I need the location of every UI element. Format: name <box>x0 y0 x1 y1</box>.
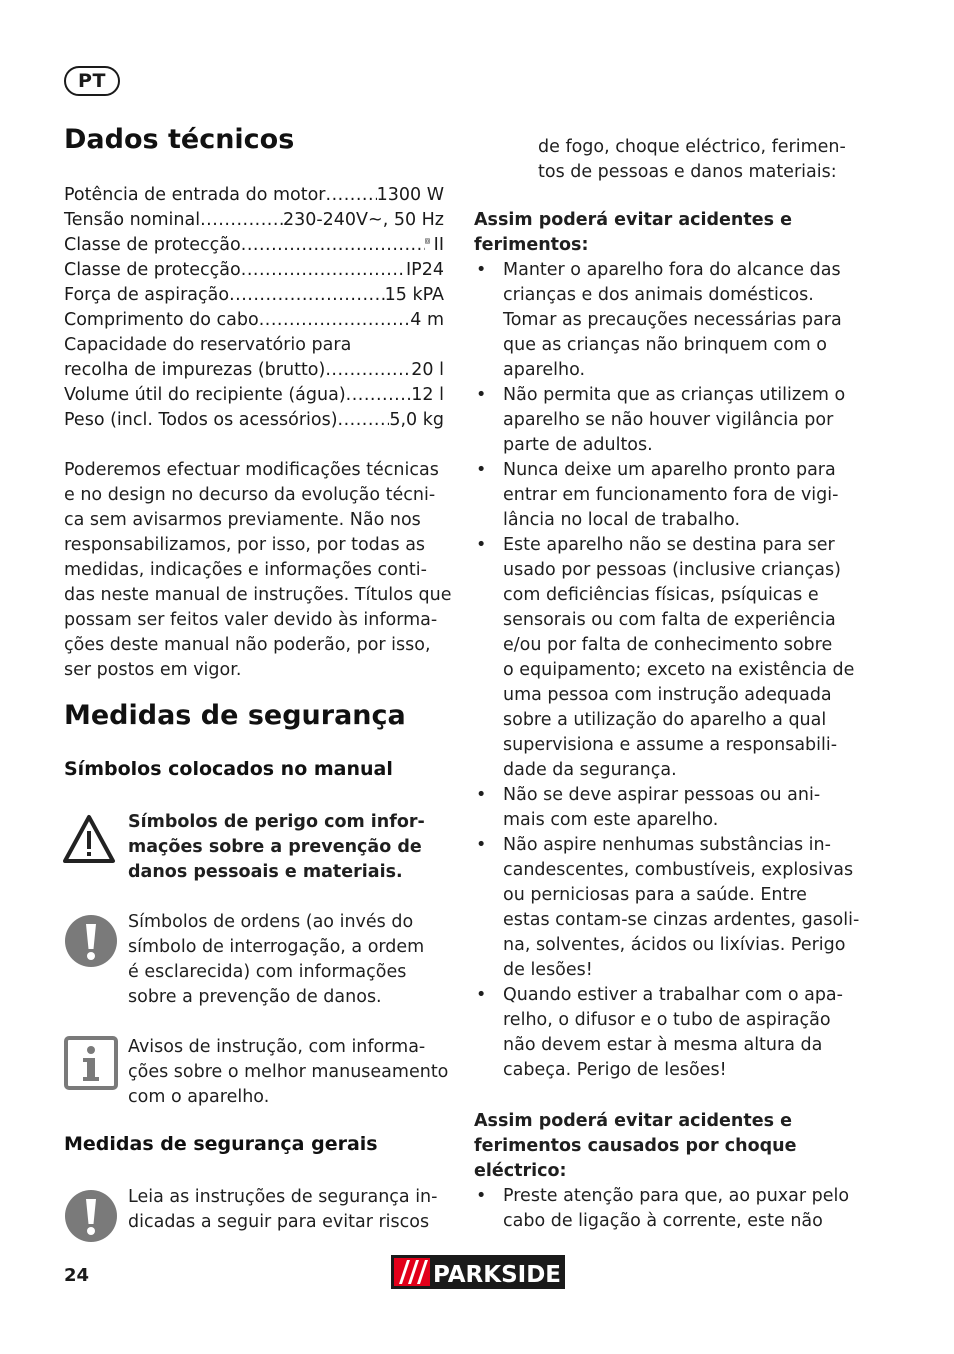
spec-value: 12 l <box>411 385 444 405</box>
spec-label: Potência de entrada do motor <box>64 185 326 205</box>
bullet-item <box>474 458 874 533</box>
exclamation-icon <box>64 1189 118 1243</box>
spec-row <box>64 258 444 283</box>
bullet-line: • Não permita que as crianças utilizem o <box>503 385 846 405</box>
bullet-line: entrar em funcionamento fora de vigi- <box>503 485 839 505</box>
bullet-line: o equipamento; exceto na existência de <box>503 660 855 680</box>
text-line: tos de pessoas e danos materiais: <box>538 162 837 182</box>
paragraph-line: ções deste manual não poderão, por isso, <box>64 635 431 655</box>
order-symbol-description <box>128 910 424 1010</box>
heading-electric-shock <box>474 1109 796 1184</box>
general-safety-text <box>128 1185 437 1235</box>
bullet-line: Tomar as precauções necessárias para <box>503 310 842 330</box>
spec-label: Tensão nominal <box>64 210 201 230</box>
bullet-item <box>474 258 874 383</box>
spec-leader-dots <box>346 383 412 408</box>
paragraph-line: possam ser feitos valer devido às informa- <box>64 610 438 630</box>
spec-label-capacity: Capacidade do reservatório para <box>64 335 352 355</box>
paragraph-line: medidas, indicações e informações conti- <box>64 560 427 580</box>
text-line: Leia as instruções de segurança in- <box>128 1187 438 1207</box>
bullet-line: aparelho se não houver vigilância por <box>503 410 834 430</box>
spec-label: Comprimento do cabo <box>64 310 259 330</box>
spec-value: 4 m <box>410 310 444 330</box>
bullet-line: sobre a utilização do aparelho a qual <box>503 710 827 730</box>
bullet-item <box>474 533 874 783</box>
text-line: Símbolos de perigo com infor- <box>128 812 425 832</box>
heading-general-safety: Medidas de segurança gerais <box>64 1133 378 1155</box>
text-line: Símbolos de ordens (ao invés do <box>128 912 414 932</box>
paragraph-line: ca sem avisarmos previamente. Não nos <box>64 510 421 530</box>
spec-label: Volume útil do recipiente (água) <box>64 385 346 405</box>
spec-row <box>64 233 444 258</box>
bullet-item <box>474 1184 874 1234</box>
bullet-line: cabo de ligação à corrente, este não <box>503 1211 823 1231</box>
bullet-line: supervisiona e assume a responsabili- <box>503 735 838 755</box>
info-icon <box>64 1036 118 1090</box>
spec-value: 1300 W <box>376 185 444 205</box>
heading-line: ferimentos: <box>474 235 589 255</box>
exclamation-icon <box>64 914 118 968</box>
text-line: sobre a prevenção de danos. <box>128 987 382 1007</box>
spec-leader-dots <box>338 408 390 433</box>
spec-leader-dots <box>241 233 425 258</box>
text-line: dicadas a seguir para evitar riscos <box>128 1212 430 1232</box>
bullet-line: lância no local de trabalho. <box>503 510 741 530</box>
heading-symbols: Símbolos colocados no manual <box>64 758 393 780</box>
spec-list-2 <box>64 358 444 433</box>
spec-value: II <box>433 235 444 255</box>
bullet-line: de lesões! <box>503 960 593 980</box>
electric-safety-bullet-list <box>474 1184 874 1234</box>
bullet-line: • Não se deve aspirar pessoas ou ani- <box>503 785 821 805</box>
spec-label: Peso (incl. Todos os acessórios) <box>64 410 338 430</box>
bullet-line: com deficiências físicas, psíquicas e <box>503 585 819 605</box>
page-number: 24 <box>64 1265 90 1286</box>
paragraph-line: responsabilizamos, por isso, por todas as <box>64 535 426 555</box>
spec-label: Classe de protecção <box>64 235 241 255</box>
paragraph-line: Poderemos efectuar modificações técnicas <box>64 460 439 480</box>
heading-line: ferimentos causados por choque <box>474 1136 797 1156</box>
bullet-line: • Manter o aparelho fora do alcance das <box>503 260 841 280</box>
continued-text <box>538 135 846 185</box>
bullet-item <box>474 783 874 833</box>
bullet-line: estas contam-se cinzas ardentes, gasoli- <box>503 910 860 930</box>
info-symbol-description <box>128 1035 448 1110</box>
bullet-line: aparelho. <box>503 360 586 380</box>
section-title-safety: Medidas de segurança <box>64 700 406 731</box>
spec-leader-dots <box>241 258 406 283</box>
text-line: ções sobre o melhor manuseamento <box>128 1062 449 1082</box>
warning-symbol-description <box>128 810 425 885</box>
bullet-line: na, solventes, ácidos ou lixívias. Perigo <box>503 935 846 955</box>
safety-bullet-list <box>474 258 874 1083</box>
paragraph-line: ser postos em vigor. <box>64 660 242 680</box>
bullet-line: • Preste atenção para que, ao puxar pelo <box>503 1186 850 1206</box>
bullet-line: e/ou por falta de conhecimento sobre <box>503 635 833 655</box>
spec-list <box>64 183 444 333</box>
bullet-line: dade da segurança. <box>503 760 677 780</box>
text-line: mações sobre a prevenção de <box>128 837 422 857</box>
spec-label: Classe de protecção <box>64 260 241 280</box>
spec-row <box>64 383 444 408</box>
spec-row <box>64 408 444 433</box>
bullet-line: sensorais ou com falta de experiência <box>503 610 836 630</box>
spec-leader-dots <box>200 208 283 233</box>
spec-label: Força de aspiração <box>64 285 230 305</box>
bullet-line: uma pessoa com instrução adequada <box>503 685 832 705</box>
spec-row <box>64 283 444 308</box>
bullet-line: parte de adultos. <box>503 435 653 455</box>
bullet-line: não devem estar à mesma altura da <box>503 1035 823 1055</box>
spec-leader-dots <box>325 358 411 383</box>
heading-line: Assim poderá evitar acidentes e <box>474 1111 792 1131</box>
spec-row <box>64 183 444 208</box>
spec-value: 5,0 kg <box>389 410 444 430</box>
spec-value: 230-240V~, 50 Hz <box>282 210 444 230</box>
bullet-item <box>474 983 874 1083</box>
spec-value: 20 l <box>411 360 444 380</box>
text-line: é esclarecida) com informações <box>128 962 407 982</box>
text-line: símbolo de interrogação, a ordem <box>128 937 425 957</box>
spec-row <box>64 358 444 383</box>
bullet-line: crianças e dos animais domésticos. <box>503 285 814 305</box>
text-line: de fogo, choque eléctrico, ferimen- <box>538 137 846 157</box>
bullet-line: cabeça. Perigo de lesões! <box>503 1060 727 1080</box>
bullet-line: • Nunca deixe um aparelho pronto para <box>503 460 836 480</box>
heading-line: Assim poderá evitar acidentes e <box>474 210 792 230</box>
spec-leader-dots <box>259 308 411 333</box>
protection-class-ii-icon <box>425 233 430 249</box>
text-line: danos pessoais e materiais. <box>128 862 403 882</box>
bullet-line: • Este aparelho não se destina para ser <box>503 535 835 555</box>
paragraph-line: das neste manual de instruções. Títulos que <box>64 585 452 605</box>
spec-value: IP24 <box>406 260 444 280</box>
bullet-line: mais com este aparelho. <box>503 810 719 830</box>
bullet-line: candescentes, combustíveis, explosivas <box>503 860 854 880</box>
bullet-line: ou perniciosas para a saúde. Entre <box>503 885 807 905</box>
bullet-line: usado por pessoas (inclusive crianças) <box>503 560 841 580</box>
spec-leader-dots <box>326 183 377 208</box>
spec-label: recolha de impurezas (brutto) <box>64 360 326 380</box>
warning-triangle-icon <box>62 812 116 866</box>
parkside-logo <box>391 1255 565 1289</box>
heading-line: eléctrico: <box>474 1161 567 1181</box>
bullet-item <box>474 383 874 458</box>
bullet-line: que as crianças não brinquem com o <box>503 335 828 355</box>
disclaimer-paragraph <box>64 458 454 683</box>
heading-avoid-accidents <box>474 208 792 258</box>
language-badge: PT <box>64 66 120 96</box>
bullet-line: • Quando estiver a trabalhar com o apa- <box>503 985 843 1005</box>
section-title-technical-data: Dados técnicos <box>64 124 295 155</box>
logo-text: PARKSIDE <box>433 1262 562 1288</box>
bullet-line: • Não aspire nenhumas substâncias in- <box>503 835 831 855</box>
paragraph-line: e no design no decurso da evolução técni- <box>64 485 436 505</box>
text-line: Avisos de instrução, com informa- <box>128 1037 426 1057</box>
text-line: com o aparelho. <box>128 1087 270 1107</box>
spec-row <box>64 308 444 333</box>
bullet-item <box>474 833 874 983</box>
bullet-line: relho, o difusor e o tubo de aspiração <box>503 1010 831 1030</box>
spec-value: 15 kPA <box>384 285 444 305</box>
spec-row <box>64 208 444 233</box>
spec-leader-dots <box>229 283 385 308</box>
